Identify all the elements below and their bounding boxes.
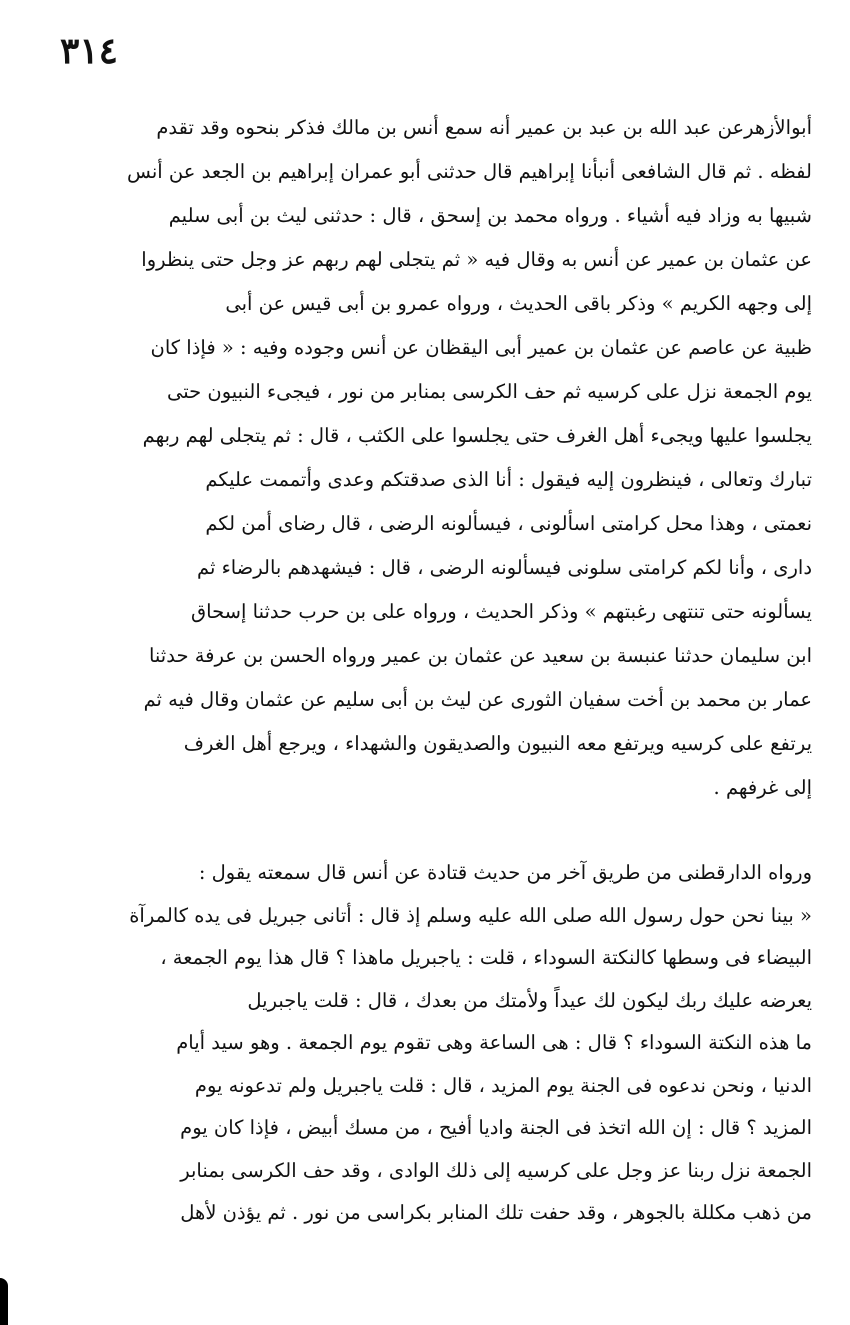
text-line: شبيها به وزاد فيه أشياء . ورواه محمد بن إسحق ، قال : حدثنى ليث بن أبى سليم (168, 204, 812, 227)
text-line: ورواه الدارقطنى من طريق آخر من حديث قتادة عن أنس قال سمعته يقول : (198, 861, 812, 884)
text-line: أبوالأزهرعن عبد الله بن عبد بن عمير أنه سمع أنس بن مالك فذكر بنحوه وقد تقدم (156, 116, 812, 139)
text-line: ما هذه النكتة السوداء ؟ قال : هى الساعة وهى تقوم يوم الجمعة . وهو سيد أيام (176, 1031, 812, 1054)
text-line: يرتفع على كرسيه ويرتفع معه النبيون والصديقون والشهداء ، ويرجع أهل الغرف (183, 732, 812, 755)
text-line: عن عثمان بن عمير عن أنس به وقال فيه « ثم يتجلى لهم ربهم عز وجل حتى ينظروا (141, 248, 812, 271)
text-line: البيضاء فى وسطها كالنكتة السوداء ، قلت : ياجبريل ماهذا ؟ قال هذا يوم الجمعة ، (160, 946, 812, 969)
page-number: ٣١٤ (60, 30, 119, 72)
text-line: يسألونه حتى تنتهى رغبتهم » وذكر الحديث ، ورواه على بن حرب حدثنا إسحاق (191, 600, 812, 623)
scan-edge-mark (0, 1278, 8, 1325)
text-line: من ذهب مكللة بالجوهر ، وقد حفت تلك المنابر بكراسى من نور . ثم يؤذن لأهل (180, 1201, 812, 1224)
text-line: يوم الجمعة نزل على كرسيه ثم حف الكرسى بمنابر من نور ، فيجىء النبيون حتى (166, 380, 812, 403)
text-line: نعمتى ، وهذا محل كرامتى اسألونى ، فيسألونه الرضى ، قال رضاى أمن لكم (205, 512, 812, 535)
text-line: إلى غرفهم . (713, 776, 812, 799)
text-line: المزيد ؟ قال : إن الله اتخذ فى الجنة واديا أفيح ، من مسك أبيض ، فإذا كان يوم (180, 1116, 812, 1139)
text-line: ظبية عن عاصم عن عثمان بن عمير أبى اليقظان عن أنس وجوده وفيه : « فإذا كان (150, 336, 812, 359)
text-line: ابن سليمان حدثنا عنبسة بن سعيد عن عثمان بن عمير ورواه الحسن بن عرفة حدثنا (148, 644, 812, 667)
paragraph-1 (112, 106, 812, 810)
text-line: « بينا نحن حول رسول الله صلى الله عليه وسلم إذ قال : أتانى جبريل فى يده كالمرآة (129, 903, 812, 927)
text-line: الدنيا ، ونحن ندعوه فى الجنة يوم المزيد ، قال : قلت ياجبريل ولم تدعونه يوم (194, 1073, 812, 1097)
text-line: عمار بن محمد بن أخت سفيان الثورى عن ليث بن أبى سليم عن عثمان وقال فيه ثم (143, 688, 812, 711)
text-line: لفظه . ثم قال الشافعى أنبأنا إبراهيم قال حدثنى أبو عمران إبراهيم بن الجعد عن أنس (127, 160, 812, 183)
paragraph-2 (112, 852, 812, 1235)
text-line: الجمعة نزل ربنا عز وجل على كرسيه إلى ذلك الوادى ، وقد حف الكرسى بمنابر (180, 1158, 812, 1182)
text-line: دارى ، وأنا لكم كرامتى سلونى فيسألونه الرضى ، قال : فيشهدهم بالرضاء ثم (196, 556, 812, 579)
text-line: إلى وجهه الكريم » وذكر باقى الحديث ، ورواه عمرو بن أبى قيس عن أبى (225, 292, 812, 315)
text-line: تبارك وتعالى ، فينظرون إليه فيقول : أنا الذى صدقتكم وعدى وأتممت عليكم (205, 468, 812, 491)
text-line: يجلسوا عليها ويجىء أهل الغرف حتى يجلسوا على الكثب ، قال : ثم يتجلى لهم ربهم (142, 424, 812, 447)
text-line: يعرضه عليك ربك ليكون لك عيداً ولأمتك من بعدك ، قال : قلت ياجبريل (247, 988, 812, 1012)
